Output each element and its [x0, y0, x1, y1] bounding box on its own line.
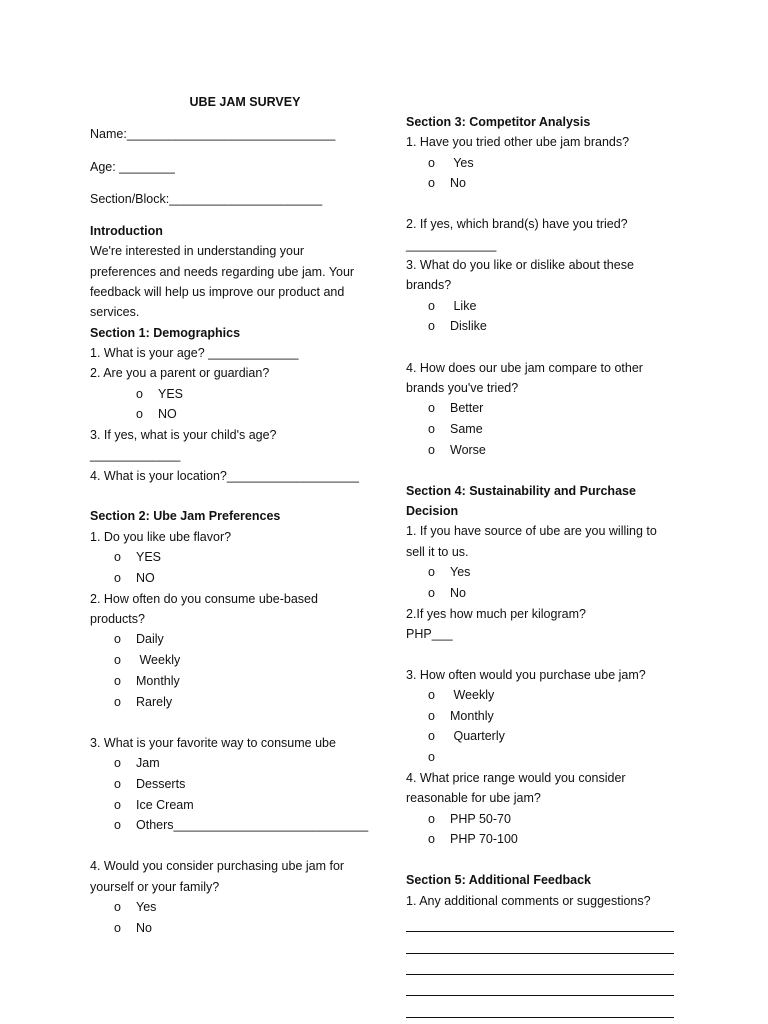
bullet-icon: o [114, 673, 121, 688]
option[interactable]: o No [90, 918, 362, 939]
answer-line[interactable] [406, 911, 674, 932]
answer-line[interactable] [406, 996, 674, 1017]
option[interactable]: o PHP 50-70 [406, 809, 686, 830]
s3-q2: 2. If yes, which brand(s) have you tried? [406, 217, 628, 232]
option[interactable]: o YES [90, 384, 362, 405]
section-block-field[interactable]: Section/Block:______________________ [90, 191, 323, 206]
s3-q4: 4. How does our ube jam compare to other brands you've tried? [406, 360, 647, 395]
option[interactable]: o No [406, 173, 686, 194]
option[interactable]: o Worse [406, 440, 686, 461]
bullet-icon: o [428, 319, 435, 334]
answer-line[interactable] [406, 954, 674, 975]
option[interactable]: o Same [406, 419, 686, 440]
bullet-icon: o [114, 818, 121, 833]
bullet-icon: o [428, 298, 435, 313]
s1-q1[interactable]: 1. What is your age? _____________ [90, 345, 299, 360]
intro-heading: Introduction [90, 224, 163, 239]
intro-text: We're interested in understanding your preferences and needs regarding ube jam. Your feedback will help us improve our product and services. [90, 244, 358, 320]
option[interactable]: o Daily [90, 629, 362, 650]
bullet-icon: o [114, 632, 121, 647]
section4-heading: Section 4: Sustainability and Purchase Decision [406, 483, 640, 519]
option[interactable]: o Like [406, 296, 686, 317]
bullet-icon: o [428, 750, 435, 765]
bullet-icon: o [428, 585, 435, 600]
left-column [90, 92, 369, 939]
option[interactable]: o Ice Cream [90, 795, 362, 816]
option[interactable]: o NO [90, 404, 362, 425]
option[interactable]: o No [406, 583, 686, 604]
option[interactable] [406, 747, 686, 768]
s2-q1: 1. Do you like ube flavor? [90, 529, 232, 544]
s1-q2: 2. Are you a parent or guardian? [90, 366, 270, 381]
survey-title: UBE JAM SURVEY [189, 95, 301, 109]
bullet-icon: o [136, 407, 143, 422]
s4-q4: 4. What price range would you consider reasonable for ube jam? [406, 771, 630, 806]
bullet-icon: o [114, 899, 121, 914]
bullet-icon: o [428, 832, 435, 847]
s3-q1: 1. Have you tried other ube jam brands? [406, 135, 630, 150]
bullet-icon: o [136, 386, 143, 401]
bullet-icon: o [428, 442, 435, 457]
bullet-icon: o [114, 920, 121, 935]
option[interactable]: o Monthly [90, 671, 362, 692]
bullet-icon: o [428, 565, 435, 580]
s2-q2: 2. How often do you consume ube-based products? [90, 591, 322, 626]
s5-q1: 1. Any additional comments or suggestions? [406, 893, 651, 908]
bullet-icon: o [114, 755, 121, 770]
s4-q1: 1. If you have source of ube are you willing to sell it to us. [406, 524, 661, 559]
option[interactable]: o Jam [90, 753, 362, 774]
s4-q3: 3. How often would you purchase ube jam? [406, 667, 646, 682]
answer-line[interactable] [406, 932, 674, 953]
option[interactable]: o Yes [406, 562, 686, 583]
option[interactable]: o Weekly [406, 685, 686, 706]
option[interactable]: o PHP 70-100 [406, 829, 686, 850]
bullet-icon: o [114, 797, 121, 812]
option[interactable]: o Quarterly [406, 726, 686, 747]
s3-q3: 3. What do you like or dislike about these brands? [406, 258, 638, 293]
s1-q3-blank[interactable]: _____________ [90, 448, 181, 463]
bullet-icon: o [428, 155, 435, 170]
s1-q4[interactable]: 4. What is your location?___________________ [90, 468, 359, 483]
option[interactable]: o Yes [90, 897, 362, 918]
s2-q4: 4. Would you consider purchasing ube jam for yourself or your family? [90, 859, 348, 894]
right-column [406, 112, 686, 1018]
option[interactable]: o YES [90, 547, 362, 568]
option[interactable]: o Better [406, 398, 686, 419]
bullet-icon: o [428, 401, 435, 416]
s2-q3: 3. What is your favorite way to consume ube [90, 735, 336, 750]
option[interactable]: o Yes [406, 153, 686, 174]
s3-q2-blank[interactable]: _____________ [406, 237, 497, 252]
s4-q2: 2.If yes how much per kilogram? [406, 606, 586, 621]
bullet-icon: o [114, 549, 121, 564]
bullet-icon: o [428, 421, 435, 436]
bullet-icon: o [428, 687, 435, 702]
name-field[interactable]: Name:______________________________ [90, 127, 336, 142]
section3-heading: Section 3: Competitor Analysis [406, 115, 591, 129]
bullet-icon: o [428, 176, 435, 191]
bullet-icon: o [114, 570, 121, 585]
bullet-icon: o [114, 652, 121, 667]
option[interactable]: o NO [90, 568, 362, 589]
option[interactable]: o Monthly [406, 706, 686, 727]
section2-heading: Section 2: Ube Jam Preferences [90, 509, 281, 524]
option[interactable]: o Others____________________________ [90, 815, 362, 836]
bullet-icon: o [428, 729, 435, 744]
option[interactable]: o Rarely [90, 692, 362, 713]
section5-heading: Section 5: Additional Feedback [406, 873, 591, 888]
s1-q3: 3. If yes, what is your child's age? [90, 428, 277, 443]
bullet-icon: o [114, 776, 121, 791]
age-field[interactable]: Age: ________ [90, 159, 175, 174]
bullet-icon: o [114, 694, 121, 709]
option[interactable]: o Desserts [90, 774, 362, 795]
bullet-icon: o [428, 811, 435, 826]
s4-q2-blank[interactable]: PHP___ [406, 626, 453, 641]
option[interactable]: o Weekly [90, 650, 362, 671]
option[interactable]: o Dislike [406, 316, 686, 337]
section1-heading: Section 1: Demographics [90, 325, 241, 340]
answer-line[interactable] [406, 975, 674, 996]
bullet-icon: o [428, 708, 435, 723]
